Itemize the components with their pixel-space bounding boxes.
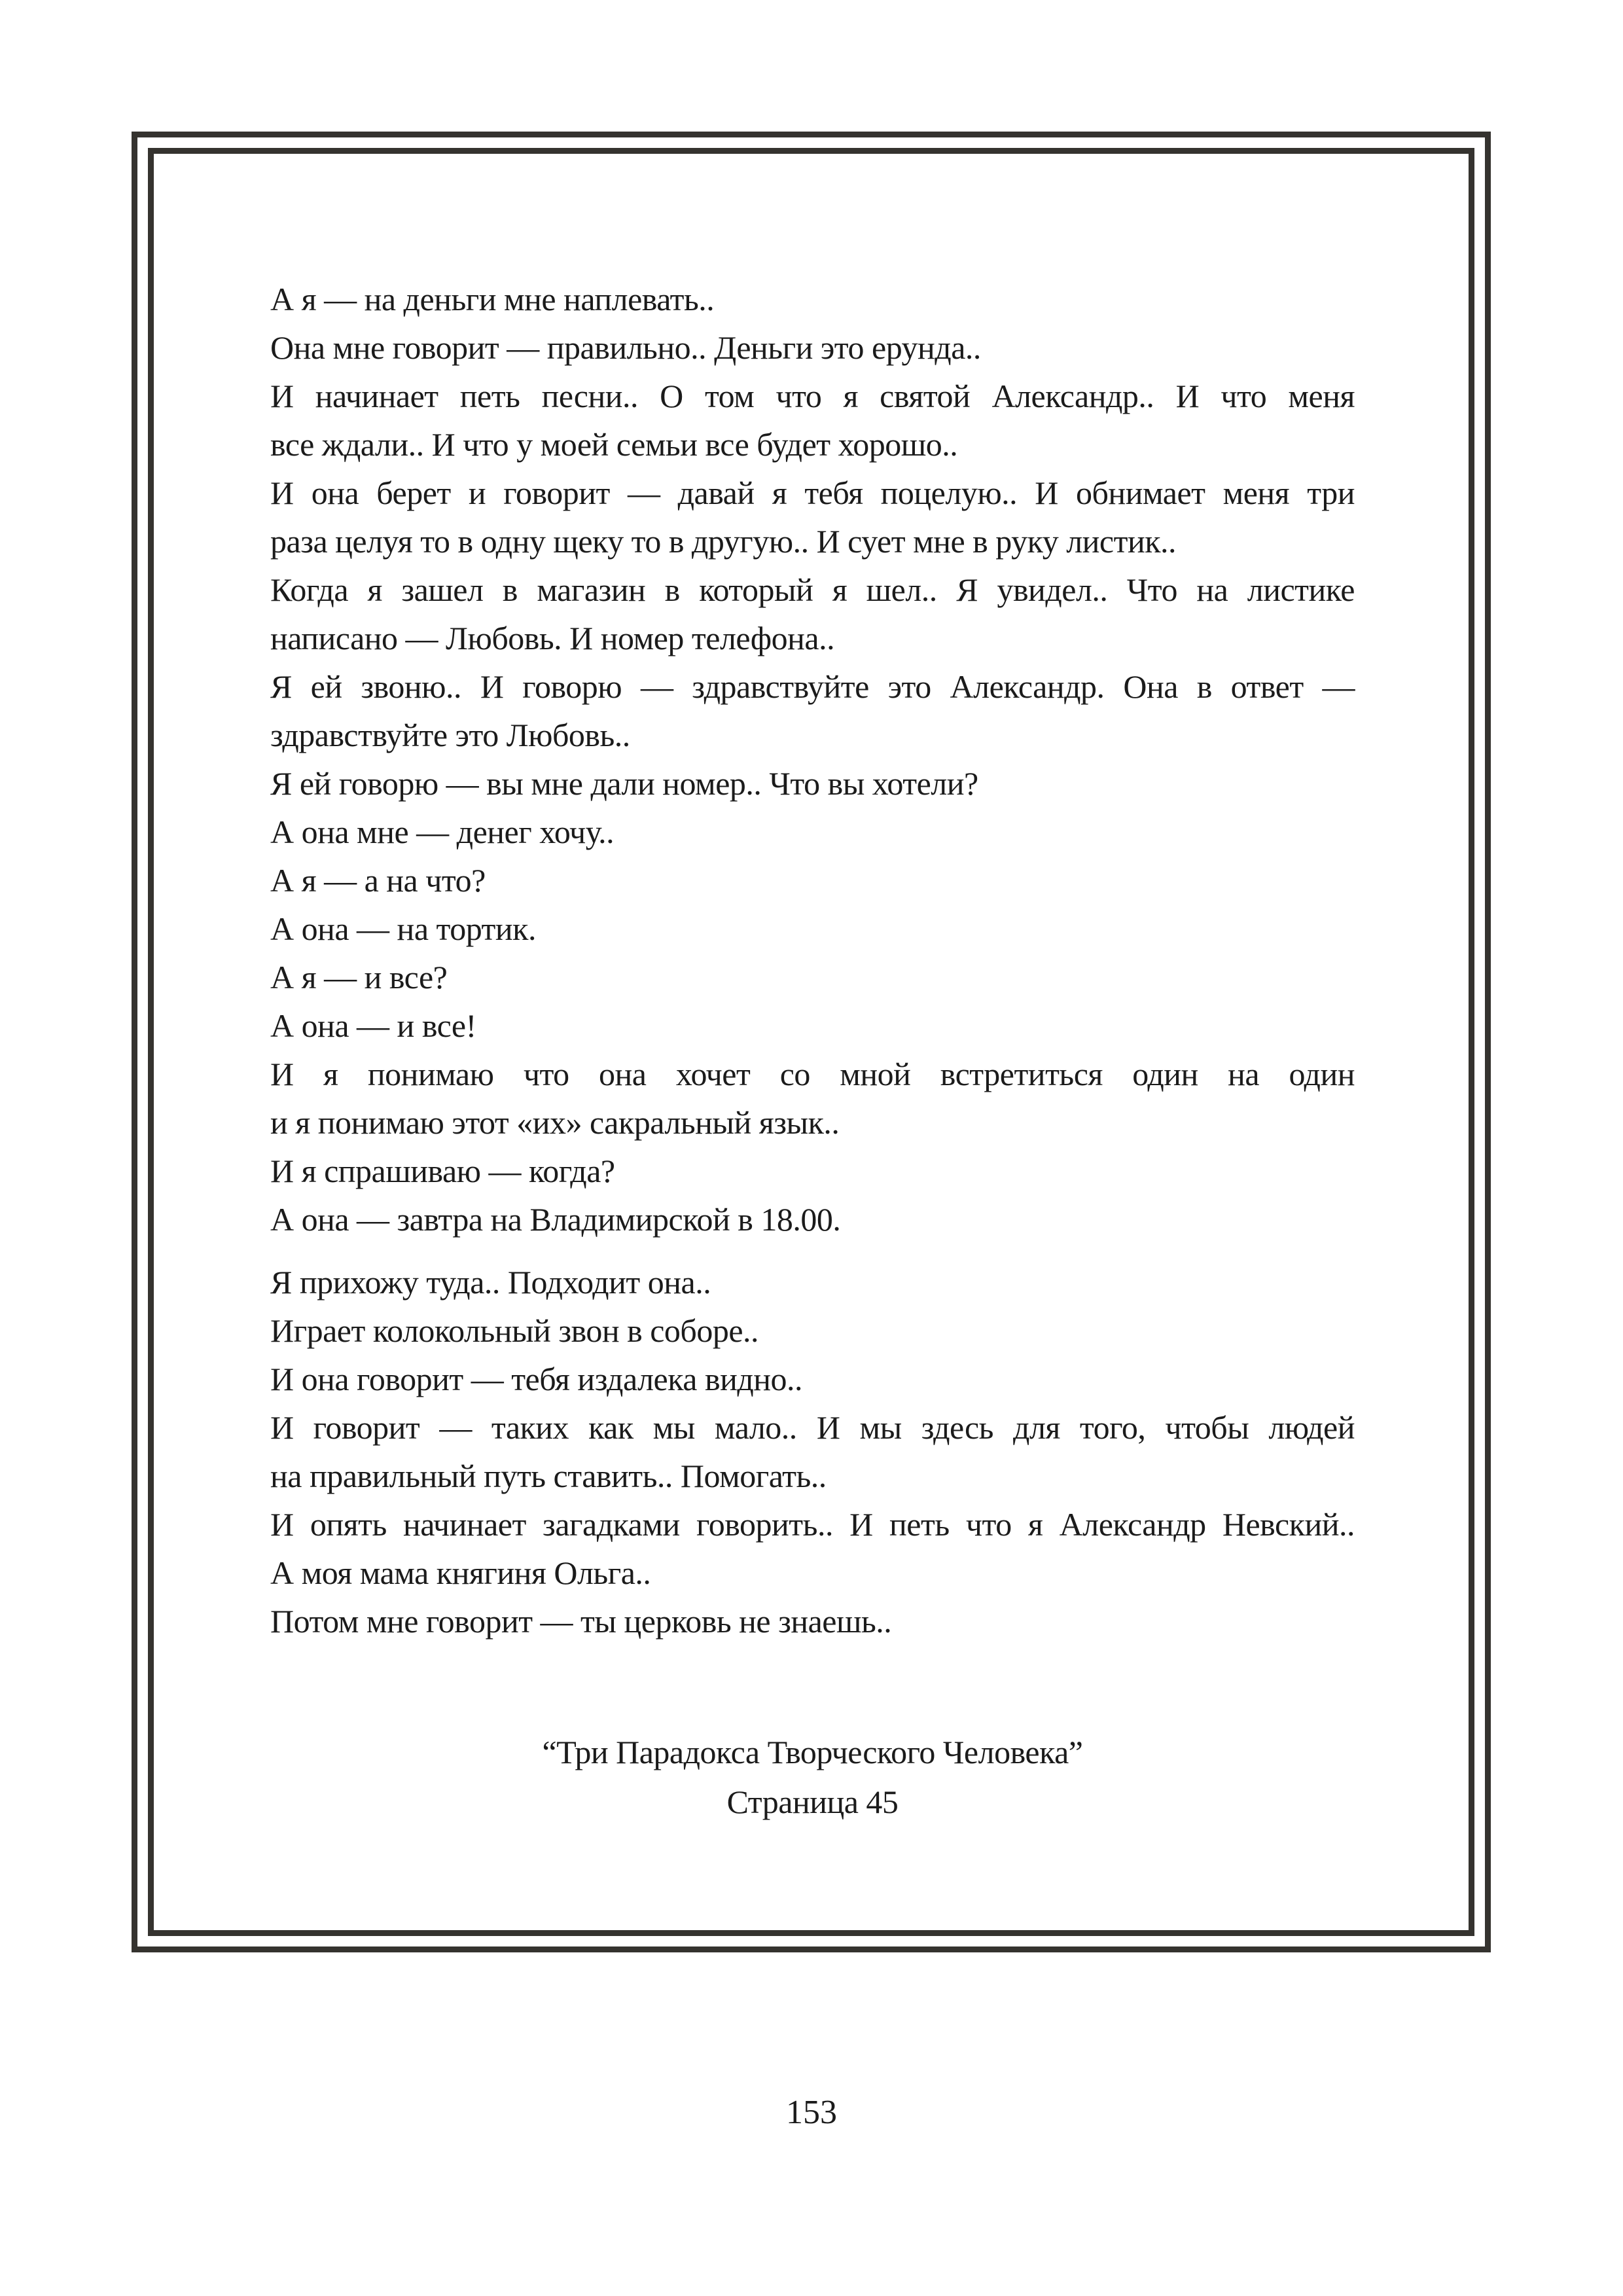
text-line: Играет колокольный звон в соборе.. [270, 1312, 759, 1349]
citation-title: “Три Парадокса Творческого Человека” [542, 1734, 1083, 1770]
text-line: здравствуйте это Любовь.. [270, 717, 630, 753]
text-line: И я понимаю что она хочет со мной встретиться один на один [270, 1056, 1355, 1092]
text-line: И начинает петь песни.. О том что я святой Александр.. И что меня [270, 378, 1355, 414]
text-line: и я понимаю этот «их» сакральный язык.. [270, 1104, 840, 1141]
citation-page-ref: Страница 45 [726, 1784, 899, 1820]
text-line: А я — и все? [270, 959, 448, 996]
text-line: А моя мама княгиня Ольга.. [270, 1554, 651, 1591]
text-line: И я спрашиваю — когда? [270, 1153, 615, 1189]
text-line: раза целуя то в одну щеку то в другую.. И сует мне в руку листик.. [270, 523, 1177, 560]
text-line: написано — Любовь. И номер телефона.. [270, 620, 835, 656]
text-line: А я — на деньги мне наплевать.. [270, 281, 715, 317]
text-line: И она говорит — тебя издалека видно.. [270, 1361, 803, 1397]
text-line: И опять начинает загадками говорить.. И петь что я Александр Невский.. [270, 1506, 1355, 1543]
text-line: А она — завтра на Владимирской в 18.00. [270, 1201, 841, 1238]
text-line: Потом мне говорит — ты церковь не знаешь.. [270, 1603, 892, 1640]
text-line: А я — а на что? [270, 862, 486, 899]
text-line: Она мне говорит — правильно.. Деньги это ерунда.. [270, 329, 981, 366]
text-line: А она — и все! [270, 1007, 476, 1044]
text-line: на правильный путь ставить.. Помогать.. [270, 1458, 827, 1494]
text-line: И она берет и говорит — давай я тебя поцелую.. И обнимает меня три [270, 475, 1355, 511]
text-line: Когда я зашел в магазин в который я шел.. Я увидел.. Что на листике [270, 571, 1355, 608]
text-line: Я прихожу туда.. Подходит она.. [270, 1264, 711, 1300]
footer-citation [270, 1728, 1355, 1826]
text-line: А она мне — денег хочу.. [270, 814, 615, 850]
text-line: Я ей говорю — вы мне дали номер.. Что вы хотели? [270, 765, 978, 802]
text-block [270, 275, 1355, 1826]
page-number: 153 [786, 2094, 837, 2131]
text-line: И говорит — таких как мы мало.. И мы здесь для того, чтобы людей [270, 1409, 1355, 1446]
text-line: А она — на тортик. [270, 910, 536, 947]
text-line: Я ей звоню.. И говорю — здравствуйте это Александр. Она в ответ — [270, 668, 1355, 705]
text-line: все ждали.. И что у моей семьи все будет хорошо.. [270, 426, 958, 463]
